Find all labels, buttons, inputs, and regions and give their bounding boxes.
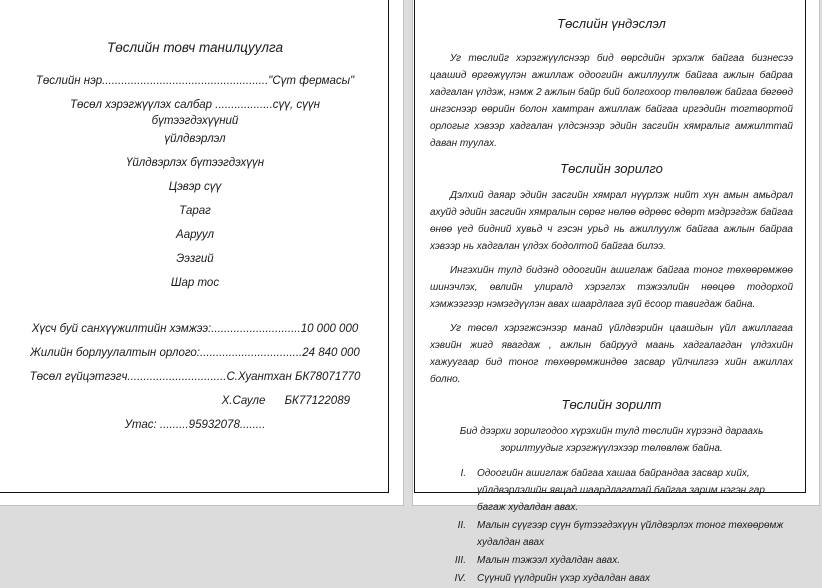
doc-line-funding-amount: Хүсч буй санхүүжилтийн хэмжээ:............................10 000 000 (31, 323, 359, 335)
section-goal-paragraph-2: Ингэхийн тулд бидэнд одоогийн ашиглаж байгаа тоног төхөөрөмжөө шинэчлэх, өвлийн улиралд хэрэглэх тэжээлийн нөөцөө тодорхой хэмжээгээр нэмэгдүүлэн авах шаардлага зүй ёсоор тавигдаж байна. (430, 265, 793, 310)
page-left-content (28, 40, 362, 441)
list-item-text: Сүүний үүлдрийн үхэр худалдан авах (477, 573, 651, 584)
doc-line-product-2: Тараг (179, 205, 211, 217)
list-item-text: Малын тэжээл худалдан авах. (477, 555, 620, 566)
section-objectives-intro: Бид дээрхи зорилгодоо хүрэхийн тулд төслийн хүрээнд дараахь зорилтуудыг хэрэгжүүлэхээр төлөвлөж байна. (459, 426, 764, 454)
page-right-content (430, 16, 793, 588)
objectives-list (446, 465, 793, 587)
section-goal-heading: Төслийн зорилго (560, 161, 663, 176)
doc-line-product-4: Ээзгий (176, 253, 214, 265)
doc-line-annual-revenue: Жилийн борлуулалтын орлого:................................24 840 000 (30, 347, 360, 359)
list-item-text: Одоогийн ашиглаж байгаа хашаа байрандаа засвар хийх, үйлдвэрлэлийн явцад шаардлагатай байгаа зарим нэгэн гар багаж худалдан авах. (477, 468, 765, 513)
doc-line-product-3: Ааруул (176, 229, 214, 241)
doc-line-product-5: Шар тос (170, 277, 220, 289)
doc-line-product-1: Цэвэр сүү (168, 181, 222, 193)
doc-line-project-name: Төслийн нэр...................................................."Сүт фермасы" (35, 75, 355, 87)
doc-line-executor-1: Төсөл гүйцэтгэгч...............................С.Хуантхан БК78071770 (29, 371, 361, 383)
section-objectives-heading: Төслийн зорилт (561, 397, 662, 412)
list-marker: III. (454, 555, 466, 566)
section-rationale-heading: Төслийн үндэслэл (557, 16, 666, 31)
doc-line-products-heading: Үйлдвэрлэх бүтээгдэхүүн (125, 157, 265, 169)
list-item (446, 552, 793, 569)
list-marker: IV. (454, 573, 466, 584)
page-title: Төслийн товч танилцуулга (107, 40, 283, 55)
doc-line-phone: Утас: .........95932078........ (124, 419, 266, 431)
section-goal-paragraph-1: Дэлхий даяар эдийн засгийн хямрал нүүрлэж нийт хүн амын амьдрал ахуйд эдийн засгийн хямралын сөрөг нөлөө өдрөөс өдөрт мэдрэгдэж байгаа өнөө үед бидний хувьд ч гэсэн урьд нь ажиллуулж байгаа ажлын байраа хэвээр нь хадгалан үлдэх бодолтой байгаа билээ. (430, 190, 793, 252)
doc-line-sector-continued: үйлдвэрлэл (164, 133, 226, 145)
list-item-text: Малын сүүгээр сүүн бүтээгдэхүүн үйлдвэрлэх тоног төхөөрөмж худалдан авах (477, 520, 784, 548)
page-left[interactable] (0, 0, 403, 505)
doc-line-executor-2: Х.Сауле БК77122089 (221, 395, 350, 407)
list-marker: I. (460, 468, 466, 479)
list-item (446, 517, 793, 551)
list-marker: II. (457, 520, 466, 531)
section-goal-paragraph-3: Уг төсөл хэрэгжсэнээр манай үйлдвэрийн цаашдын үйл ажиллагаа хэвийн жигд явагдаж , ажлын байрууд маань хадгалагдан үлдэхийн хажуугаар бид тоног төхөөрөмжиндөө засвар үйлчилгээ хийн ажиллах болно. (430, 323, 793, 385)
list-item (446, 465, 793, 516)
page-right[interactable] (413, 0, 819, 584)
doc-line-sector: Төсөл хэрэгжүүлэх салбар ..................сүү, сүүн бүтээгдэхүүний (69, 99, 321, 127)
list-item (446, 570, 793, 587)
section-rationale-paragraph-1: Уг төслийг хэрэгжүүлснээр бид өөрсдийн эрхэлж байгаа бизнесээ цаашид өргөжүүлэн ажиллаж одоогийн ажиллуулж байгаа ажлын байраа хадгалан үлдэж, нэмж 2 ажлын байр бий болгохоор төлөвлөж байгаа бөгөөд ингэснээр өөрийн болон хамтран ажиллаж байгаа иргэдийн тогтвортой орлогыг хэвээр хадгалан үлдсэнээр эдийн засгийн хямралыг амжилттай даван туулах. (430, 53, 793, 149)
